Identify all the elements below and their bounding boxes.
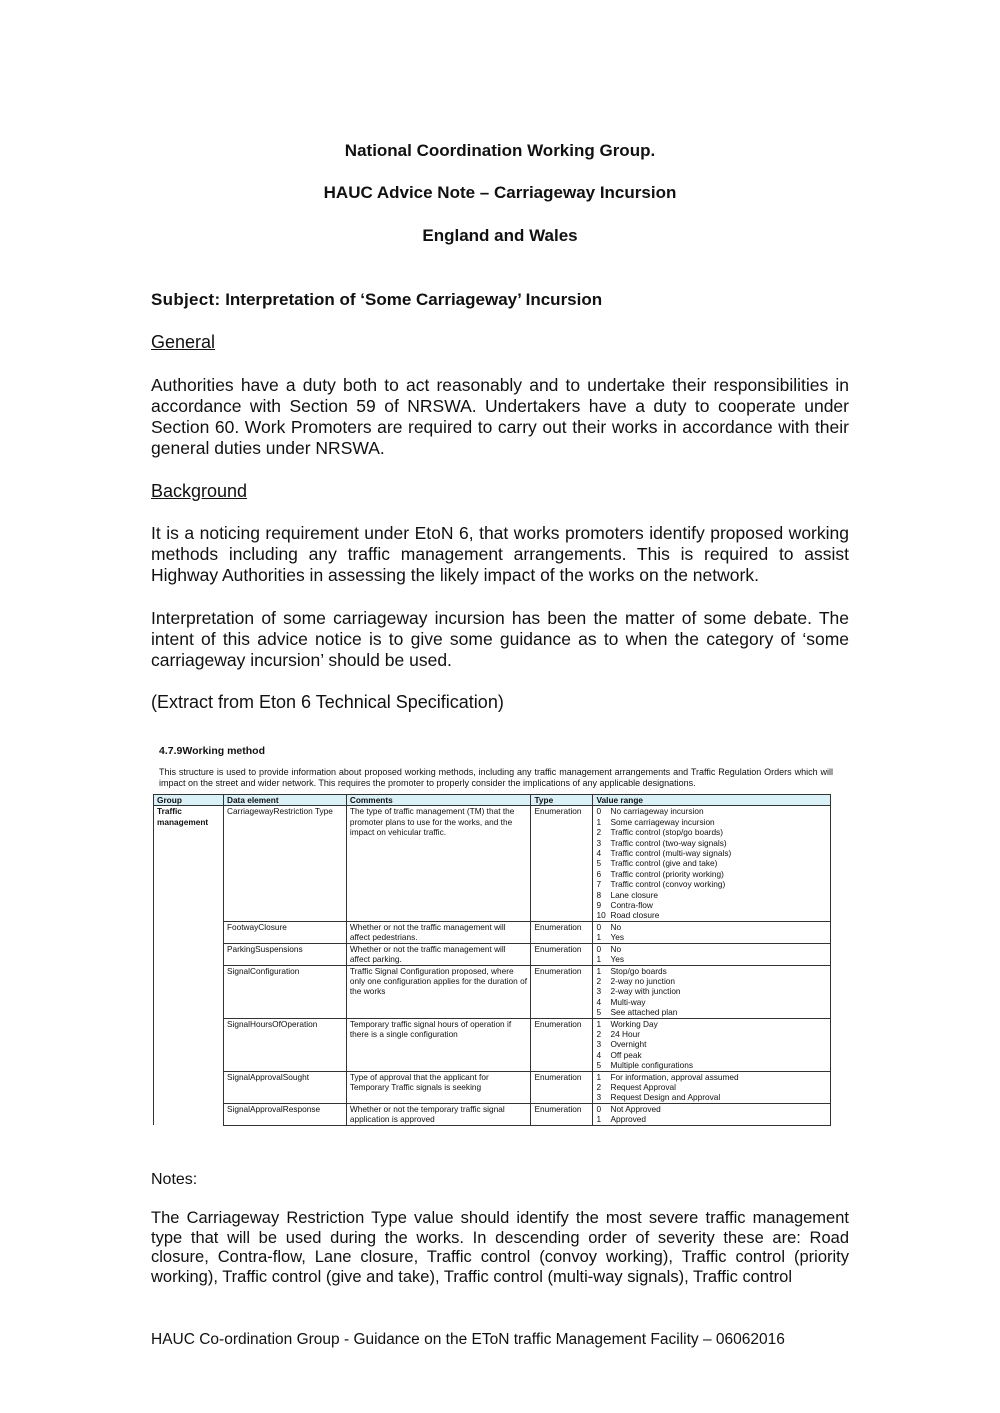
value-label: Some carriageway incursion bbox=[610, 816, 715, 827]
value-code: 3 bbox=[596, 837, 602, 848]
value-code: 2 bbox=[596, 1028, 602, 1039]
value-range-item bbox=[596, 922, 827, 932]
table-row bbox=[154, 1071, 831, 1103]
col-header-value-range: Value range bbox=[593, 795, 831, 806]
subject-line bbox=[151, 290, 602, 310]
value-code: 10 bbox=[596, 910, 606, 921]
col-header-type: Type bbox=[531, 795, 593, 806]
table-row bbox=[154, 1018, 831, 1071]
value-code: 4 bbox=[596, 996, 602, 1007]
cell-comments: Whether or not the traffic management will affect parking. bbox=[346, 943, 531, 965]
value-label: Request Design and Approval bbox=[610, 1092, 721, 1103]
cell-value-range bbox=[593, 806, 831, 921]
cell-data-element: SignalConfiguration bbox=[223, 965, 346, 1018]
value-label: 2-way with junction bbox=[610, 986, 681, 997]
value-label: Approved bbox=[610, 1114, 646, 1125]
cell-group: Traffic management bbox=[154, 806, 224, 1125]
value-label: Multi-way bbox=[610, 996, 646, 1007]
cell-type: Enumeration bbox=[531, 965, 593, 1018]
cell-value-range bbox=[593, 1103, 831, 1125]
cell-data-element: SignalHoursOfOperation bbox=[223, 1018, 346, 1071]
cell-value-range bbox=[593, 943, 831, 965]
cell-comments: Traffic Signal Configuration proposed, where only one configuration applies for the duration of the works bbox=[346, 965, 531, 1018]
cell-type: Enumeration bbox=[531, 806, 593, 921]
cell-comments: The type of traffic management (TM) that the promoter plans to use for the works, and the impact on vehicular traffic. bbox=[346, 806, 531, 921]
value-range-item bbox=[596, 879, 827, 889]
value-label: Contra-flow bbox=[610, 900, 653, 911]
value-code: 9 bbox=[596, 900, 602, 911]
cell-comments: Whether or not the traffic management will affect pedestrians. bbox=[346, 921, 531, 943]
value-label: Lane closure bbox=[610, 889, 658, 900]
value-label: Traffic control (multi-way signals) bbox=[610, 848, 732, 859]
doc-title-line2: HAUC Advice Note – Carriageway Incursion bbox=[323, 183, 677, 202]
cell-value-range bbox=[593, 965, 831, 1018]
value-code: 1 bbox=[596, 1071, 602, 1082]
table-row bbox=[154, 943, 831, 965]
background-paragraph-2: Interpretation of some carriageway incursion has been the matter of some debate. The intent of this advice notice is to give some guidance as to when the category of ‘some carriageway incursion’ should be used. bbox=[151, 608, 849, 670]
value-range-item bbox=[596, 827, 827, 837]
value-range-item bbox=[596, 986, 827, 996]
value-label: Not Approved bbox=[610, 1103, 661, 1114]
col-header-group: Group bbox=[154, 795, 224, 806]
value-range-item bbox=[596, 1072, 827, 1082]
value-code: 1 bbox=[596, 965, 602, 976]
value-code: 5 bbox=[596, 1007, 602, 1018]
table-row bbox=[154, 806, 831, 921]
doc-title-line3: England and Wales bbox=[422, 226, 578, 245]
value-code: 2 bbox=[596, 975, 602, 986]
table-row bbox=[154, 921, 831, 943]
spec-extract bbox=[153, 745, 833, 1126]
cell-comments: Type of approval that the applicant for Temporary Traffic signals is seeking bbox=[346, 1071, 531, 1103]
value-label: Multiple configurations bbox=[610, 1060, 694, 1071]
col-header-comments: Comments bbox=[346, 795, 531, 806]
value-range-item bbox=[596, 869, 827, 879]
page-footer: HAUC Co-ordination Group - Guidance on the EToN traffic Management Facility – 06062016 bbox=[151, 1331, 785, 1348]
value-label: 24 Hour bbox=[610, 1028, 640, 1039]
value-range-item bbox=[596, 966, 827, 976]
subject-label: Subject: bbox=[151, 290, 221, 309]
value-label: Request Approval bbox=[610, 1081, 676, 1092]
value-label: For information, approval assumed bbox=[610, 1071, 739, 1082]
value-range-item bbox=[596, 1082, 827, 1092]
value-code: 6 bbox=[596, 868, 602, 879]
spec-title: 4.7.9Working method bbox=[159, 745, 265, 757]
value-range-item bbox=[596, 817, 827, 827]
value-code: 1 bbox=[596, 932, 602, 943]
value-label: Traffic control (convoy working) bbox=[610, 879, 726, 890]
value-label: No bbox=[610, 943, 622, 954]
value-code: 5 bbox=[596, 1060, 602, 1071]
cell-data-element: ParkingSuspensions bbox=[223, 943, 346, 965]
cell-value-range bbox=[593, 1071, 831, 1103]
value-range-item bbox=[596, 997, 827, 1007]
extract-label: (Extract from Eton 6 Technical Specification) bbox=[151, 692, 504, 712]
value-range-item bbox=[596, 1019, 827, 1029]
value-range-item bbox=[596, 1050, 827, 1060]
col-header-data-element: Data element bbox=[223, 795, 346, 806]
value-code: 1 bbox=[596, 1018, 602, 1029]
cell-type: Enumeration bbox=[531, 943, 593, 965]
notes-paragraph: The Carriageway Restriction Type value should identify the most severe traffic management type that will be used during the works. In descending order of severity these are: Road closure, Contra-flow, Lane closure, Traffic control (convoy working), Traffic control (priority working), Traffic control (give and take), Traffic control (multi-way signals), Traffic control bbox=[151, 1209, 849, 1286]
value-code: 0 bbox=[596, 1103, 602, 1114]
value-range-item bbox=[596, 1092, 827, 1102]
background-heading: Background bbox=[151, 481, 248, 501]
table-header-row bbox=[154, 795, 831, 806]
value-code: 4 bbox=[596, 848, 602, 859]
value-range-item bbox=[596, 1114, 827, 1124]
cell-comments: Whether or not the temporary traffic signal application is approved bbox=[346, 1103, 531, 1125]
cell-type: Enumeration bbox=[531, 1103, 593, 1125]
value-label: Traffic control (stop/go boards) bbox=[610, 827, 723, 838]
value-code: 7 bbox=[596, 879, 602, 890]
value-range-item bbox=[596, 1029, 827, 1039]
cell-data-element: SignalApprovalResponse bbox=[223, 1103, 346, 1125]
value-range-item bbox=[596, 932, 827, 942]
value-range-item bbox=[596, 806, 827, 816]
table-row bbox=[154, 1103, 831, 1125]
value-range-item bbox=[596, 1007, 827, 1017]
value-range-item bbox=[596, 910, 827, 920]
value-range-item bbox=[596, 954, 827, 964]
value-range-item bbox=[596, 838, 827, 848]
value-code: 3 bbox=[596, 1092, 602, 1103]
table-body bbox=[154, 806, 831, 1125]
value-range-item bbox=[596, 890, 827, 900]
cell-type: Enumeration bbox=[531, 921, 593, 943]
value-label: Traffic control (priority working) bbox=[610, 868, 724, 879]
value-code: 2 bbox=[596, 1081, 602, 1092]
working-method-table bbox=[153, 794, 831, 1126]
value-code: 0 bbox=[596, 921, 602, 932]
value-label: Traffic control (two-way signals) bbox=[610, 837, 727, 848]
value-label: Yes bbox=[610, 932, 624, 943]
value-code: 1 bbox=[596, 1114, 602, 1125]
value-label: No bbox=[610, 921, 622, 932]
cell-data-element: CarriagewayRestriction Type bbox=[223, 806, 346, 921]
value-code: 1 bbox=[596, 954, 602, 965]
value-label: Yes bbox=[610, 954, 624, 965]
value-code: 1 bbox=[596, 816, 602, 827]
value-code: 8 bbox=[596, 889, 602, 900]
value-label: Stop/go boards bbox=[610, 965, 667, 976]
value-label: See attached plan bbox=[610, 1007, 678, 1018]
value-label: No carriageway incursion bbox=[610, 806, 704, 817]
general-paragraph: Authorities have a duty both to act reasonably and to undertake their responsibilities in accordance with Section 59 of NRSWA. Undertakers have a duty to cooperate under Section 60. Work Promoters are required to carry out their works in accordance with their general duties under NRSWA. bbox=[151, 375, 849, 458]
cell-type: Enumeration bbox=[531, 1071, 593, 1103]
value-range-item bbox=[596, 858, 827, 868]
value-range-item bbox=[596, 1039, 827, 1049]
value-label: 2-way no junction bbox=[610, 975, 676, 986]
value-range-item bbox=[596, 944, 827, 954]
value-range-item bbox=[596, 976, 827, 986]
value-range-item bbox=[596, 900, 827, 910]
cell-type: Enumeration bbox=[531, 1018, 593, 1071]
value-label: Off peak bbox=[610, 1049, 642, 1060]
value-label: Overnight bbox=[610, 1039, 647, 1050]
cell-data-element: FootwayClosure bbox=[223, 921, 346, 943]
value-label: Traffic control (give and take) bbox=[610, 858, 718, 869]
subject-text: Interpretation of ‘Some Carriageway’ Incursion bbox=[225, 290, 603, 309]
doc-title-line1: National Coordination Working Group. bbox=[344, 141, 656, 160]
value-code: 5 bbox=[596, 858, 602, 869]
table-row bbox=[154, 965, 831, 1018]
value-range-item bbox=[596, 848, 827, 858]
value-code: 4 bbox=[596, 1049, 602, 1060]
notes-heading: Notes: bbox=[151, 1171, 198, 1188]
value-code: 3 bbox=[596, 986, 602, 997]
value-code: 2 bbox=[596, 827, 602, 838]
cell-value-range bbox=[593, 1018, 831, 1071]
general-heading: General bbox=[151, 332, 216, 352]
cell-value-range bbox=[593, 921, 831, 943]
value-label: Working Day bbox=[610, 1018, 658, 1029]
cell-comments: Temporary traffic signal hours of operation if there is a single configuration bbox=[346, 1018, 531, 1071]
background-paragraph-1: It is a noticing requirement under EtoN 6, that works promoters identify proposed working methods including any traffic management arrangements. This is required to assist Highway Authorities in assessing the likely impact of the works on the network. bbox=[151, 523, 849, 585]
value-code: 3 bbox=[596, 1039, 602, 1050]
value-code: 0 bbox=[596, 943, 602, 954]
value-range-item bbox=[596, 1060, 827, 1070]
spec-description: This structure is used to provide information about proposed working methods, including any traffic management arrangements and Traffic Regulation Orders which will impact on the street and wider network. This requires the promoter to properly consider the implications of any applicable designations. bbox=[159, 767, 833, 788]
value-label: Road closure bbox=[610, 910, 660, 921]
value-code: 0 bbox=[596, 806, 602, 817]
cell-data-element: SignalApprovalSought bbox=[223, 1071, 346, 1103]
value-range-item bbox=[596, 1104, 827, 1114]
